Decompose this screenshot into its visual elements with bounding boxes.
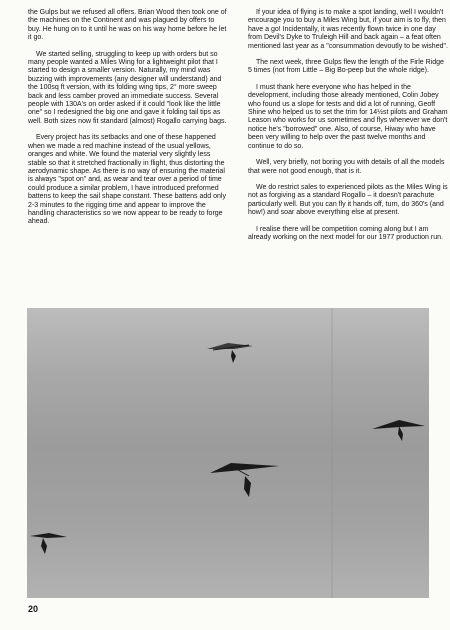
hang-glider	[207, 343, 253, 363]
paragraph: Every project has its setbacks and one of these happened when we made a red machine instead of the usual yellows, oranges and white. We found the material very slightly less stable so that it stretched fractionally in flight, thus distorting the aerodynamic shape. As there is no way of ensuring the material is always "spot on" and, as wear and tear over a period of time could produce a similar problem, I have introduced preformed battens to keep the sail shape constant. These battens add only 2-3 minutes to the rigging time and appear to improve the handling characteristics so we now appear to be ready to forge ahead.	[28, 134, 226, 226]
paragraph: Well, very briefly, not boring you with details of all the models that were not good enough, that is it.	[248, 159, 445, 175]
paragraph: We started selling, struggling to keep up with orders but so many people wanted a Miles Wing for a lightweight pilot that I started to design a smaller version. Naturally, my mind was buzzing with improvements (any designer will understand) and the 100sq ft version, with its folding wing tips, 2° more sweep back and less camber proved an immediate success. Several people with 130A's on order asked if it could "look like the little one" so I redesigned the big one and gave it folding tail tips as well. Both sizes now fit standard (almost) Rogallo carrying bags.	[28, 50, 227, 125]
paragraph: I realise there will be competition coming along but I am already working on the next model for our 1977 production run.	[248, 225, 443, 241]
paragraph: If your idea of flying is to make a spot landing, well I wouldn't encourage you to buy a Miles Wing but, if your aim is to fly, then have a go! Incidentally, it was recently flown twice in one day from Devil's Dyke to Truleigh Hill and back again – a feat often mentioned last year as a "consummation devoutly to be wished".	[248, 9, 448, 50]
hang-glider	[30, 533, 67, 554]
photo-scene	[27, 308, 429, 598]
text-column-left	[28, 9, 228, 235]
hang-glider	[372, 420, 425, 441]
paragraph: I must thank here everyone who has helped in the development, including those already mentioned, Colin Jobey who found us a slope for tests and did a lot of running, Geoff Shine who helped us to set the trim for 14½st pilots and Graham Leason who works for us sometimes and flys whenever we don't notice he's "borrowed" one. Also, of course, Hiway who have been very willing to help over the past twelve months and continue to do so.	[248, 83, 448, 150]
hang-gliders-photo	[27, 308, 429, 598]
paragraph: We do restrict sales to experienced pilots as the Miles Wing is not as forgiving as a standard Rogallo – it doesn't parachute particularly well. But you can fly it hands off, turn, do 360's (and how!) and soar above everything else at present.	[248, 183, 448, 217]
page-number: 20	[28, 604, 39, 614]
paragraph: the Gulps but we refused all offers. Brian Wood then took one of the machines on the Continent and was plagued by offers to buy. He hung on to it until he was on his way home before he let it go.	[28, 9, 227, 42]
paragraph: The next week, three Gulps flew the length of the Firle Ridge 5 times (not from Little – Big Bo-peep but the whole ridge).	[248, 59, 444, 75]
text-column-right	[248, 9, 448, 250]
hang-glider	[210, 463, 279, 497]
